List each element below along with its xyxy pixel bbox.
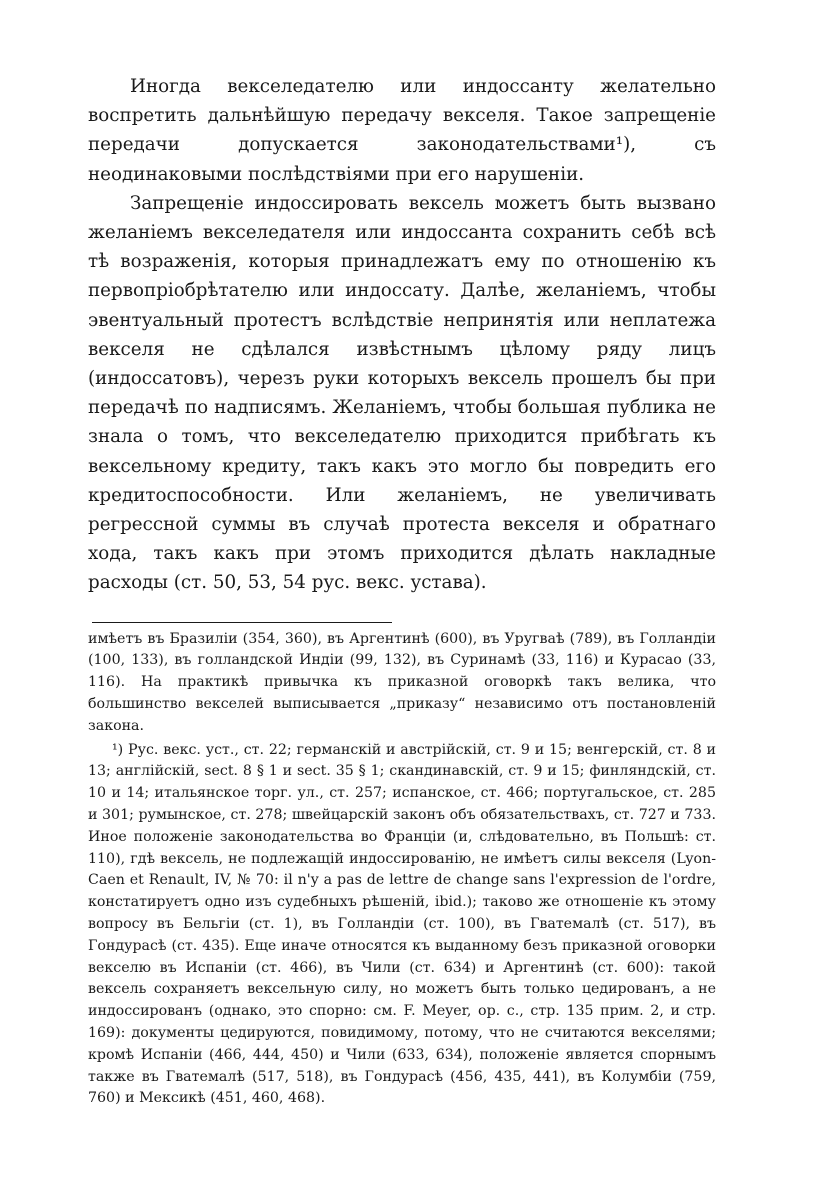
- document-page: [88, 72, 716, 1110]
- paragraph-prohibition-intro: Иногда векселедателю или индоссанту желательно воспретить дальнѣйшую передачу векселя. Такое запрещеніе передачи допускается законодательствами¹), съ неодинаковыми послѣдствіями при его нарушеніи.: [88, 76, 716, 185]
- footnote-1: ¹) Рус. векс. уст., ст. 22; германскій и австрійскій, ст. 9 и 15; венгерскій, ст. 8 и 13; англійскій, sect. 8 § 1 и sect. 35 § 1; скандинавскій, ст. 9 и 15; финляндскій, ст. 10 и 14; итальянское торг. ул., ст. 257; испанское, ст. 466; португальское, ст. 285 и 301; румынское, ст. 278; швейцарскій законъ объ обязательствахъ, ст. 727 и 733. Иное положеніе законодательства во Франціи (и, слѣдовательно, въ Польшѣ: ст. 110), гдѣ вексель, не подлежащій индоссированію, не имѣетъ силы векселя (Lyon-Caen et Renault, IV, № 70: il n'y a pas de lettre de change sans l'expression de l'ordre, констатируетъ одно изъ судебныхъ рѣшеній, ibid.); таково же отношеніе къ этому вопросу въ Бельгіи (ст. 1), въ Голландіи (ст. 100), въ Гватемалѣ (ст. 517), въ Гондурасѣ (ст. 435). Еще иначе относятся къ выданному безъ приказной оговорки векселю въ Испаніи (ст. 466), въ Чили (ст. 634) и Аргентинѣ (ст. 600): такой вексель сохраняетъ вексельную силу, но можетъ быть только цедированъ, а не индоссированъ (однако, это спорно: см. F. Meyer, op. c., стр. 135 прим. 2, и стр. 169): документы цедируются, повидимому, потому, что не считаются векселями; кромѣ Испаніи (466, 444, 450) и Чили (633, 634), положеніе является спорнымъ также въ Гватемалѣ (517, 518), въ Гондурасѣ (456, 435, 441), въ Колумбіи (759, 760) и Мексикѣ (451, 460, 468).: [88, 741, 716, 1107]
- footnote-continuation: имѣетъ въ Бразиліи (354, 360), въ Аргентинѣ (600), въ Уругваѣ (789), въ Голландіи (100, 133), въ голландской Индіи (99, 132), въ Суринамѣ (33, 116) и Курасао (33, 116). На практикѣ привычка къ приказной оговоркѣ такъ велика, что большинство векселей выписывается „приказу“ независимо отъ постановленій закона.: [88, 630, 716, 734]
- footnotes: [88, 629, 716, 1111]
- main-text: [88, 72, 716, 598]
- paragraph-prohibition-reasons: Запрещеніе индоссировать вексель можетъ быть вызвано желаніемъ векселедателя или индоссанта сохранить себѣ всѣ тѣ возраженія, которыя принадлежатъ ему по отношенію къ первопріобрѣтателю или индоссату. Далѣе, желаніемъ, чтобы эвентуальный протестъ вслѣдствіе непринятія или неплатежа векселя не сдѣлался извѣстнымъ цѣлому ряду лицъ (индоссатовъ), черезъ руки которыхъ вексель прошелъ бы при передачѣ по надписямъ. Желаніемъ, чтобы большая публика не знала о томъ, что векселедателю приходится прибѣгать къ вексельному кредиту, такъ какъ это могло бы повредить его кредитоспособности. Или желаніемъ, не увеличивать регрессной суммы въ случаѣ протеста векселя и обратнаго хода, такъ какъ при этомъ приходится дѣлать накладные расходы (ст. 50, 53, 54 рус. векс. устава).: [88, 192, 716, 594]
- footnote-divider: [92, 622, 392, 623]
